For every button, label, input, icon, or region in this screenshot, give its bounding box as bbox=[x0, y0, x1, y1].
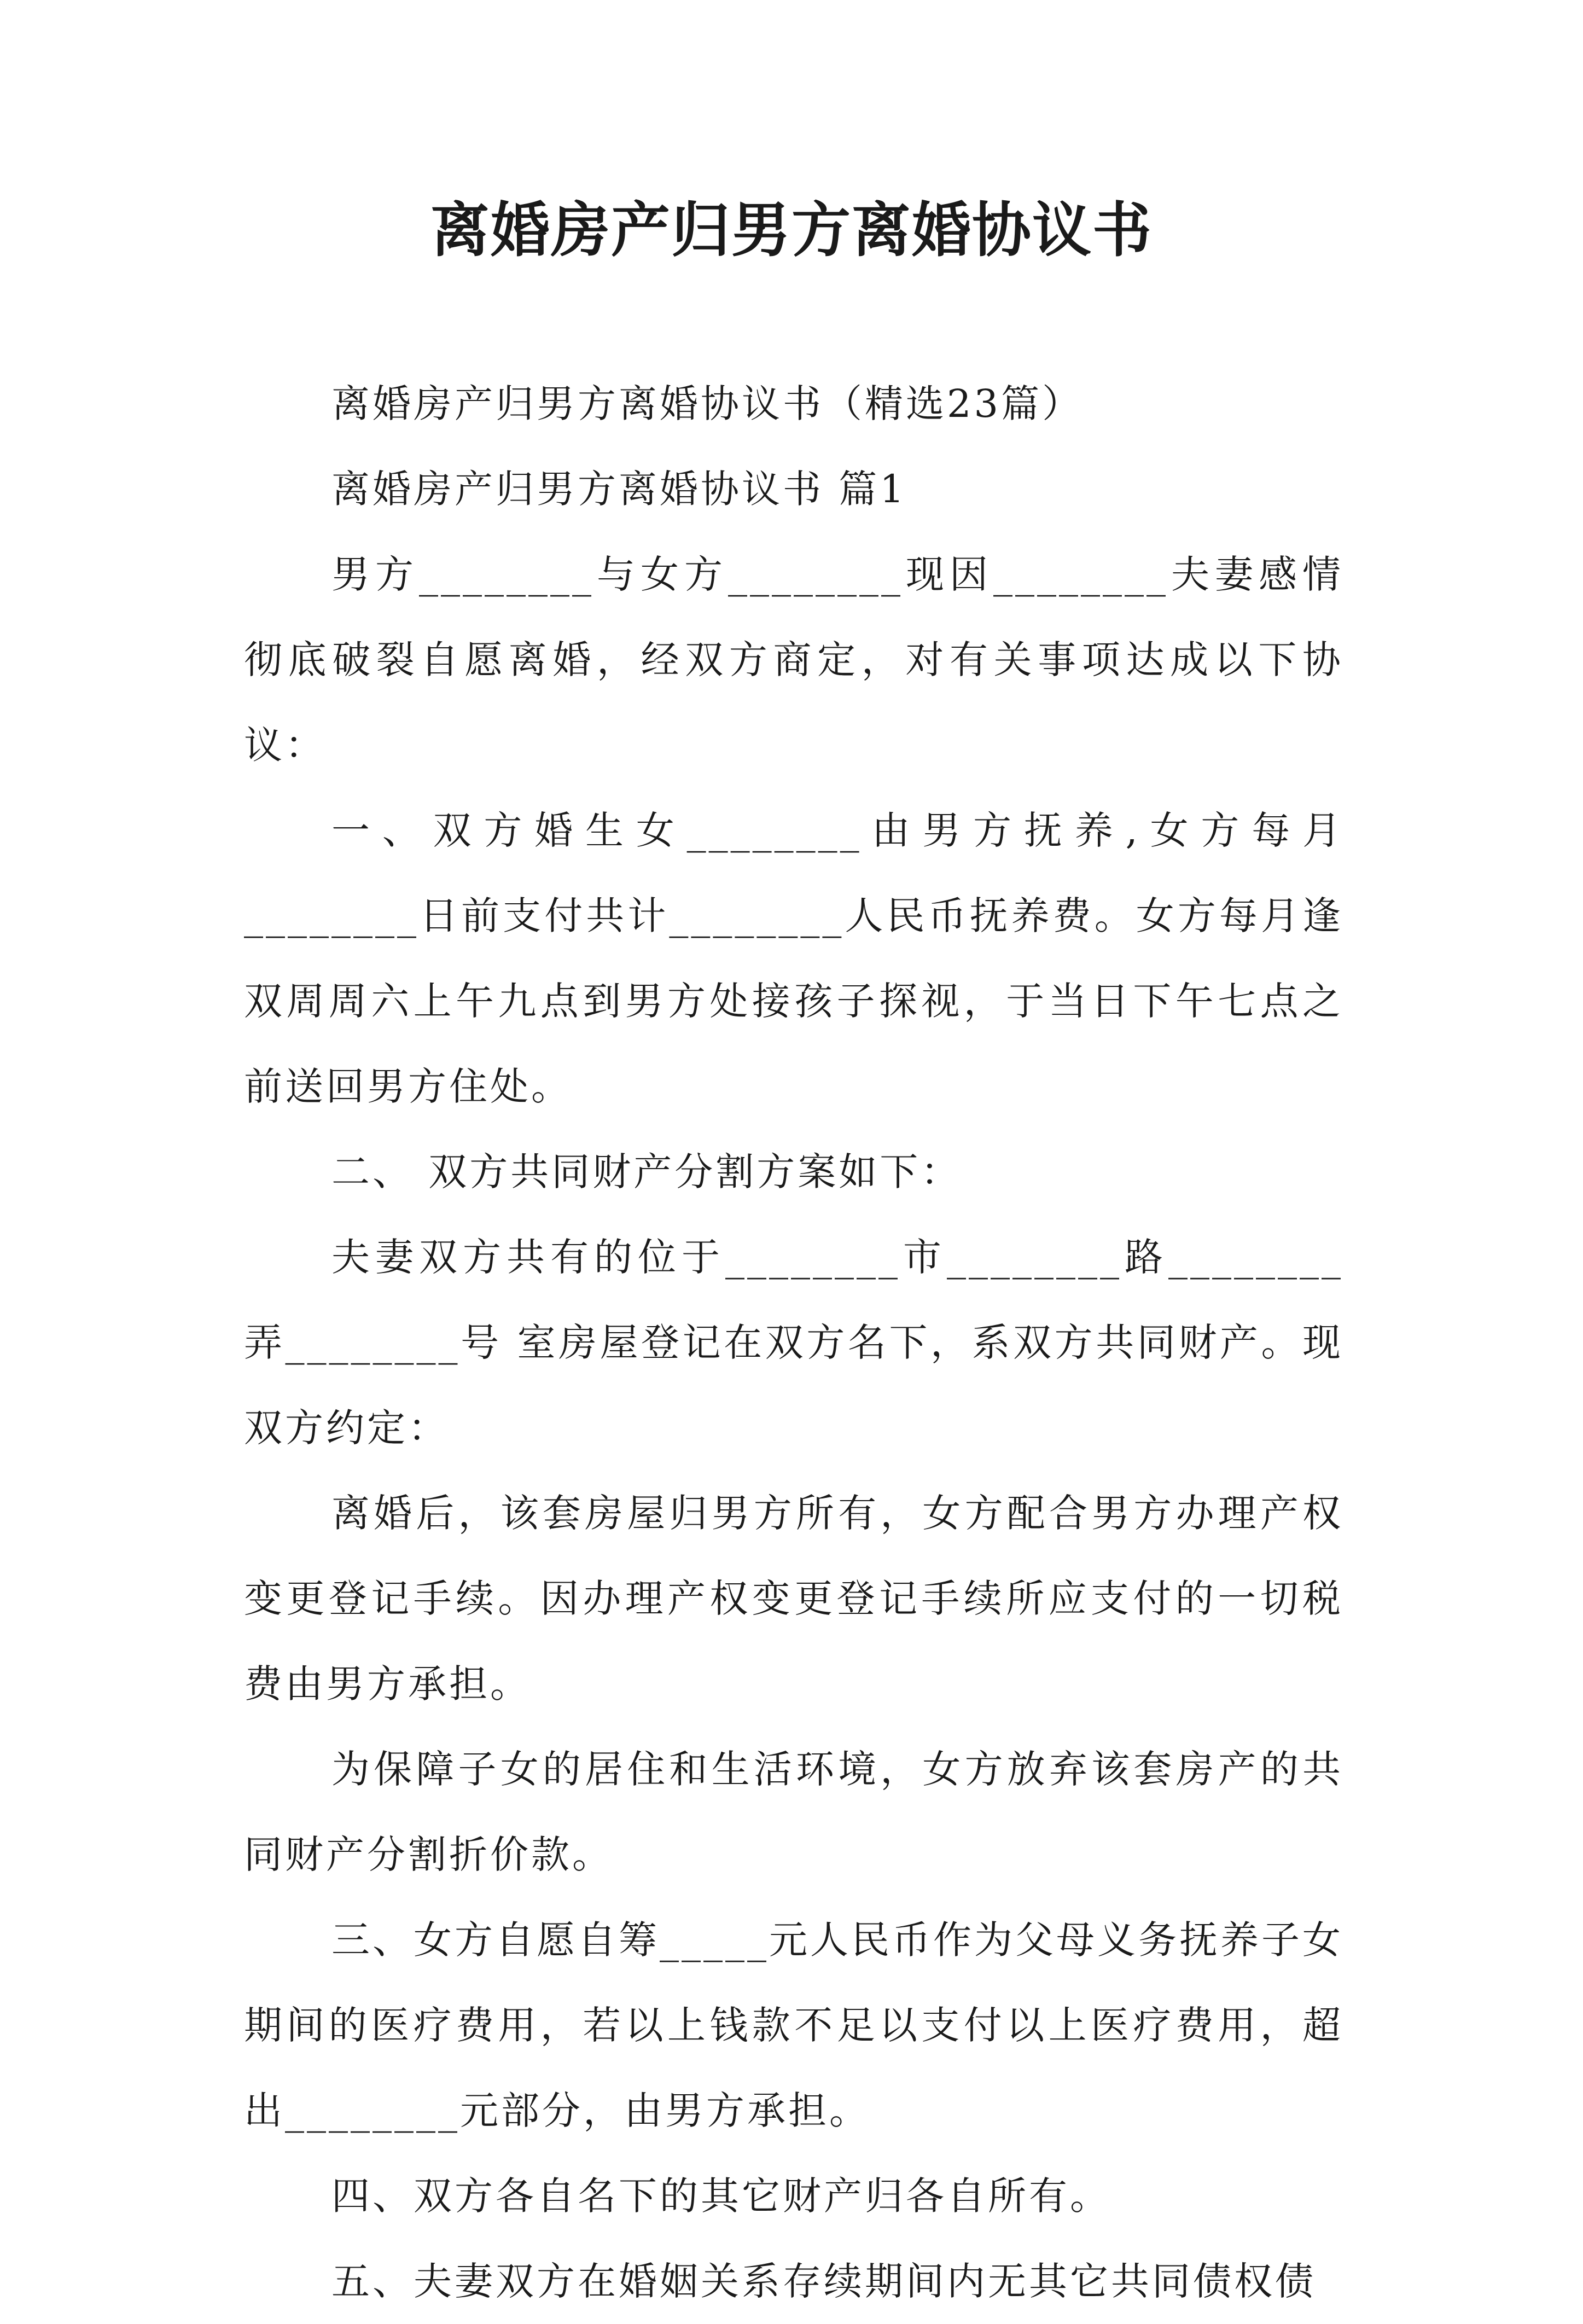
paragraph-clause-1-custody: 一、双方婚生女________由男方抚养,女方每月________日前支付共计________人民币抚养费。女方每月逢双周周六上午九点到男方处接孩子探视，于当日下午七点之前送回男方住处。 bbox=[244, 808, 1343, 1109]
paragraph-clause-5-debts: 五、夫妻双方在婚姻关系存续期间内无其它共同债权债 bbox=[331, 2259, 1316, 2304]
paragraph-clause-2-heading: 二、 双方共同财产分割方案如下： bbox=[331, 1149, 962, 1194]
paragraph-property-ownership: 离婚后，该套房屋归男方所有，女方配合男方办理产权变更登记手续。因办理产权变更登记手续所应支付的一切税费由男方承担。 bbox=[244, 1491, 1343, 1706]
paragraph-parties: 男方________与女方________现因________夫妻感情彻底破裂自愿离婚，经双方商定，对有关事项达成以下协议： bbox=[244, 552, 1343, 768]
paragraph-property-location: 夫妻双方共有的位于________市________路________弄________号 室房屋登记在双方名下，系双方共同财产。现双方约定： bbox=[244, 1235, 1343, 1450]
paragraph-section-heading: 离婚房产归男方离婚协议书 篇1 bbox=[331, 467, 907, 512]
paragraph-clause-4-other-property: 四、双方各自名下的其它财产归各自所有。 bbox=[331, 2174, 1111, 2218]
document-body bbox=[244, 361, 1343, 2324]
document-title: 离婚房产归男方离婚协议书 bbox=[430, 196, 1153, 265]
paragraph-property-waiver: 为保障子女的居住和生活环境，女方放弃该套房产的共同财产分割折价款。 bbox=[244, 1747, 1343, 1877]
paragraph-subtitle: 离婚房产归男方离婚协议书（精选23篇） bbox=[331, 381, 1084, 426]
paragraph-clause-3-medical: 三、女方自愿自筹_____元人民币作为父母义务抚养子女期间的医疗费用，若以上钱款不足以支付以上医疗费用，超出________元部分，由男方承担。 bbox=[244, 1918, 1343, 2133]
